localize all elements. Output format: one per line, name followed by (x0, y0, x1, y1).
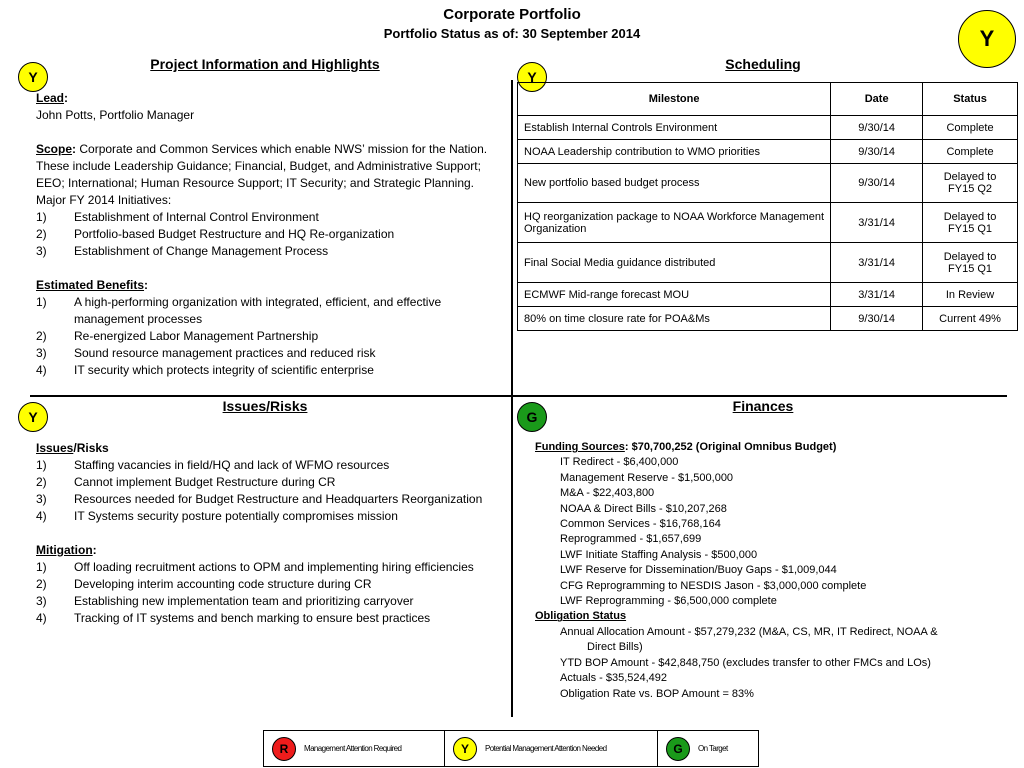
legend-item-yellow (445, 731, 658, 766)
milestone-cell: Final Social Media guidance distributed (518, 243, 831, 283)
milestone-cell: NOAA Leadership contribution to WMO priorities (518, 140, 831, 164)
table-row (518, 116, 1018, 140)
status-cell: Delayed to FY15 Q1 (923, 243, 1018, 283)
status-legend (263, 730, 759, 767)
list-item: 2) Developing interim accounting code structure during CR (36, 577, 372, 591)
funding-item: Management Reserve - $1,500,000 (560, 471, 734, 484)
list-item: 2) Cannot implement Budget Restructure during CR (36, 475, 336, 489)
status-cell: Complete (923, 140, 1018, 164)
initiatives-list (36, 209, 491, 260)
initiatives-heading: Major FY 2014 Initiatives: (36, 193, 172, 207)
overall-status-badge: Y (958, 10, 1016, 68)
column-header-status: Status (923, 83, 1018, 116)
date-cell: 9/30/14 (831, 140, 923, 164)
table-row (518, 203, 1018, 243)
date-cell: 9/30/14 (831, 164, 923, 203)
list-item: 3) Establishing new implementation team and prioritizing carryover (36, 594, 414, 608)
funding-item: LWF Reprogramming - $6,500,000 complete (560, 595, 777, 608)
issues-title: Issues/Risks (222, 398, 308, 414)
issues-body: Issues/Risks 1) Staffing vacancies in field/HQ and lack of WFMO resources 2) Cannot implement Budget Restructure during CR 3) Resources needed for Budget Restructure and Headquarters Reorganization 4) IT Systems security posture potentially compromises mission Mitigation: 1) Off loading recruitment actions to OPM and implementing hiring efficiencies 2) Developing interim accounting code structure during CR 3) Establishing new implementation team and prioritizing carryover 4) Tracking of IT systems and bench marking to ensure best practices (36, 440, 496, 627)
horizontal-divider (30, 395, 1007, 397)
red-status-icon: R (272, 737, 296, 761)
finances-body: Funding Sources: $70,700,252 (Original Omnibus Budget) IT Redirect - $6,400,000 Management Reserve - $1,500,000 M&A - $22,403,800 NOAA & Direct Bills - $10,207,268 Common Services - $16,768,164 Reprogrammed - $1,657,699 LWF Initiate Staffing Analysis - $500,000 LWF Reserve for Dissemination/Buoy Gaps - $1,009,044 CFG Reprogramming to NESDIS Jason - $3,000,000 complete LWF Reprogramming - $6,500,000 complete Obligation Status Annual Allocation Amount - $57,279,232 (M&A, CS, MR, IT Redirect, NOAA & Direct Bills) YTD BOP Amount - $42,848,750 (excludes transfer to other FMCs and LOs) Actuals - $35,524,492 Obligation Rate vs. BOP Amount = 83% (535, 440, 1005, 702)
status-cell: Current 49% (923, 307, 1018, 331)
funding-item: Common Services - $16,768,164 (560, 518, 721, 531)
milestone-cell: Establish Internal Controls Environment (518, 116, 831, 140)
date-cell: 3/31/14 (831, 203, 923, 243)
scheduling-status-badge: Y (517, 62, 547, 92)
list-item: 3) Establishment of Change Management Process (36, 244, 329, 258)
lead-label: Lead (36, 91, 65, 105)
funding-item: CFG Reprogramming to NESDIS Jason - $3,000,000 complete (560, 579, 867, 592)
milestone-table (517, 82, 1018, 331)
list-item: 1) Establishment of Internal Control Environment (36, 210, 319, 224)
milestone-cell: New portfolio based budget process (518, 164, 831, 203)
funding-label: Funding Sources (535, 441, 625, 453)
column-header-milestone: Milestone (518, 83, 831, 116)
project-info-status-badge: Y (18, 62, 48, 92)
annual-allocation-cont: Direct Bills) (587, 641, 643, 654)
date-cell: 9/30/14 (831, 307, 923, 331)
date-cell: 9/30/14 (831, 116, 923, 140)
project-info-body: Lead: John Potts, Portfolio Manager Scope: Corporate and Common Services which enable NWS’ mission for the Nation. These include Leadership Guidance; Financial, Budget, and Administrative Support; EEO; International; Human Resource Support; IT Security; and Strategic Planning. Major FY 2014 Initiatives: 1) Establishment of Internal Control Environment 2) Portfolio-based Budget Restructure and HQ Re-organization 3) Establishment of Change Management Process Estimated Benefits: 1) A high-performing organization with integrated, efficient, and effective management processes 2) Re-energized Labor Management Partnership 3) Sound resource management practices and reduced risk 4) IT security which protects integrity of scientific enterprise (36, 90, 491, 379)
benefits-list (36, 294, 491, 379)
list-item: 2) Re-energized Labor Management Partnership (36, 329, 319, 343)
legend-label: Potential Management Attention Needed (485, 744, 607, 753)
list-item: 3) Sound resource management practices and reduced risk (36, 346, 376, 360)
annual-allocation: Annual Allocation Amount - $57,279,232 (M&A, CS, MR, IT Redirect, NOAA & (560, 625, 938, 638)
funding-item: LWF Reserve for Dissemination/Buoy Gaps - $1,009,044 (560, 564, 837, 577)
table-row (518, 283, 1018, 307)
finances-title: Finances (732, 398, 794, 414)
green-status-icon: G (666, 737, 690, 761)
lead-value: John Potts, Portfolio Manager (36, 108, 195, 122)
milestone-cell: HQ reorganization package to NOAA Workforce Management Organization (518, 203, 831, 243)
page-subtitle: Portfolio Status as of: 30 September 2014 (383, 26, 641, 41)
date-cell: 3/31/14 (831, 283, 923, 307)
page-title: Corporate Portfolio (443, 6, 581, 23)
funding-item: IT Redirect - $6,400,000 (560, 456, 679, 469)
funding-item: M&A - $22,403,800 (560, 487, 655, 500)
funding-item: NOAA & Direct Bills - $10,207,268 (560, 502, 727, 515)
mitigation-list (36, 559, 496, 627)
legend-label: Management Attention Required (304, 744, 402, 753)
status-cell: Delayed to FY15 Q1 (923, 203, 1018, 243)
legend-item-green (658, 731, 758, 766)
issues-status-badge: Y (18, 402, 48, 432)
list-item: 2) Portfolio-based Budget Restructure and HQ Re-organization (36, 227, 395, 241)
list-item: 1) Staffing vacancies in field/HQ and lack of WFMO resources (36, 458, 390, 472)
list-item: 4) IT security which protects integrity of scientific enterprise (36, 363, 374, 377)
table-row (518, 243, 1018, 283)
actuals: Actuals - $35,524,492 (560, 672, 668, 685)
issues-label: Issues (36, 441, 74, 455)
list-item: 4) Tracking of IT systems and bench marking to ensure best practices (36, 611, 431, 625)
list-item: 1) A high-performing organization with integrated, efficient, and effective management processes (36, 295, 442, 326)
status-cell: Complete (923, 116, 1018, 140)
finances-status-badge: G (517, 402, 547, 432)
column-header-date: Date (831, 83, 923, 116)
table-row (518, 140, 1018, 164)
legend-label: On Target (698, 744, 728, 753)
list-item: 3) Resources needed for Budget Restructure and Headquarters Reorganization (36, 492, 483, 506)
date-cell: 3/31/14 (831, 243, 923, 283)
ytd-bop: YTD BOP Amount - $42,848,750 (excludes transfer to other FMCs and LOs) (560, 656, 931, 669)
table-row (518, 307, 1018, 331)
milestone-cell: 80% on time closure rate for POA&Ms (518, 307, 831, 331)
status-cell: Delayed to FY15 Q2 (923, 164, 1018, 203)
project-info-title: Project Information and Highlights (150, 56, 380, 72)
vertical-divider (511, 80, 513, 717)
status-cell: In Review (923, 283, 1018, 307)
milestone-cell: ECMWF Mid-range forecast MOU (518, 283, 831, 307)
scope-text: Corporate and Common Services which enable NWS’ mission for the Nation. These include Leadership Guidance; Financial, Budget, and Administrative Support; EEO; International; Human Resource Support; IT Security; and Strategic Planning. (36, 142, 488, 190)
table-header-row (518, 83, 1018, 116)
scope-label: Scope (36, 142, 73, 156)
obligation-label: Obligation Status (535, 610, 627, 623)
mitigation-label: Mitigation (36, 543, 93, 557)
funding-item: Reprogrammed - $1,657,699 (560, 533, 702, 546)
list-item: 1) Off loading recruitment actions to OPM and implementing hiring efficiencies (36, 560, 474, 574)
benefits-label: Estimated Benefits (36, 278, 145, 292)
table-row (518, 164, 1018, 203)
funding-total: $70,700,252 (Original Omnibus Budget) (631, 441, 837, 453)
issues-list (36, 457, 496, 525)
yellow-status-icon: Y (453, 737, 477, 761)
legend-item-red (264, 731, 445, 766)
obligation-rate: Obligation Rate vs. BOP Amount = 83% (560, 687, 754, 700)
scheduling-title: Scheduling (725, 56, 801, 72)
funding-item: LWF Initiate Staffing Analysis - $500,000 (560, 548, 758, 561)
list-item: 4) IT Systems security posture potentially compromises mission (36, 509, 398, 523)
